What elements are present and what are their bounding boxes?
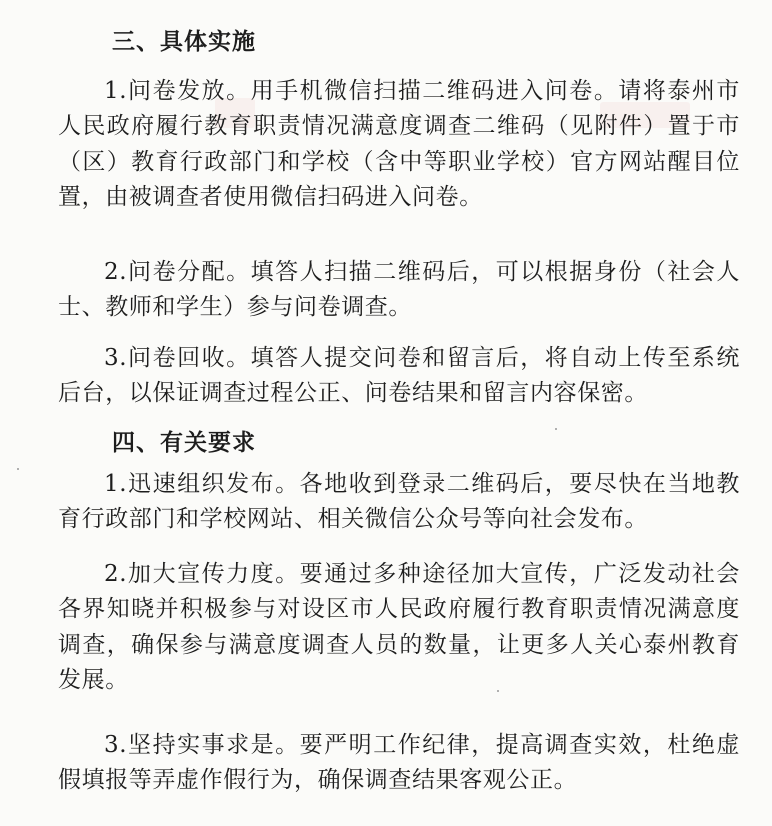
section-3-item-3: 3.问卷回收。填答人提交问卷和留言后，将自动上传至系统后台，以保证调查过程公正、问卷结果和留言内容保密。 — [58, 345, 740, 407]
scan-speck — [555, 428, 557, 430]
scan-speck — [17, 468, 19, 470]
section-3-item-2: 2.问卷分配。填答人扫描二维码后，可以根据身份（社会人士、教师和学生）参与问卷调查。 — [58, 259, 740, 321]
section-3-item-1: 1.问卷发放。用手机微信扫描二维码进入问卷。请将泰州市人民政府履行教育职责情况满意度调查二维码（见附件）置于市（区）教育行政部门和学校（含中等职业学校）官方网站醒目位置，由被调查者使用微信扫码进入问卷。 — [58, 78, 740, 211]
section-4-item-2: 2.加大宣传力度。要通过多种途径加大宣传，广泛发动社会各界知晓并积极参与对设区市人民政府履行教育职责情况满意度调查，确保参与满意度调查人员的数量，让更多人关心泰州教育发展。 — [58, 561, 740, 694]
section-4-item-1: 1.迅速组织发布。各地收到登录二维码后，要尽快在当地教育行政部门和学校网站、相关微信公众号等向社会发布。 — [58, 471, 740, 533]
scan-speck — [497, 690, 499, 692]
section-4-heading: 四、有关要求 — [112, 429, 256, 456]
section-4-item-3: 3.坚持实事求是。要严明工作纪律，提高调查实效，杜绝虚假填报等弄虚作假行为，确保调查结果客观公正。 — [58, 732, 740, 794]
section-3-heading: 三、具体实施 — [112, 28, 256, 55]
